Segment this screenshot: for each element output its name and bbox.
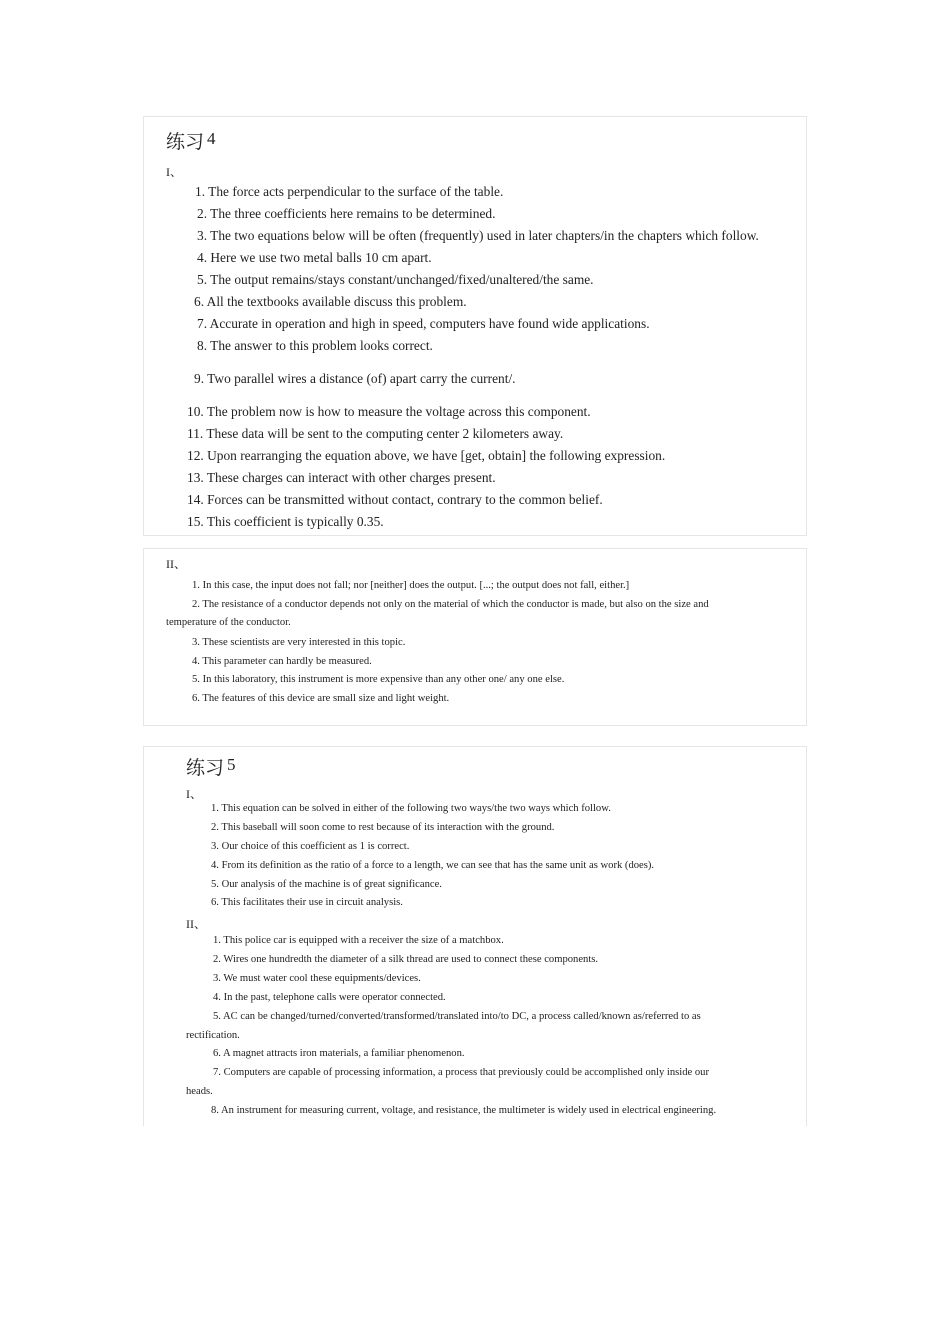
sentence: 5. In this laboratory, this instrument is more expensive than any other one/ any one else. xyxy=(192,674,565,685)
sentence: 3. We must water cool these equipments/devices. xyxy=(213,973,421,984)
sentence: 2. The three coefficients here remains to be determined. xyxy=(197,206,496,221)
sentence: 6. This facilitates their use in circuit analysis. xyxy=(211,897,403,908)
sentence: 7. Computers are capable of processing information, a process that previously could be accomplished only inside our xyxy=(213,1067,710,1078)
sentence: 3. The two equations below will be often (frequently) used in later chapters/in the chapters which follow. xyxy=(197,228,759,243)
sentence-continuation: temperature of the conductor. xyxy=(166,617,291,628)
sentence: 1. The force acts perpendicular to the surface of the table. xyxy=(195,184,504,199)
sentence-continuation: rectification. xyxy=(186,1030,240,1041)
sentence: 4. This parameter can hardly be measured. xyxy=(192,656,372,667)
sentence: 5. AC can be changed/turned/converted/transformed/translated into/to DC, a process called/known as/referred to as xyxy=(213,1011,701,1022)
heading-text: 练习 xyxy=(186,758,225,779)
sentence: 3. Our choice of this coefficient as 1 is correct. xyxy=(211,841,410,852)
sentence: 4. In the past, telephone calls were operator connected. xyxy=(213,992,446,1003)
section-label: II、 xyxy=(186,917,206,931)
heading-number: 5 xyxy=(227,755,236,774)
sentence: 5. Our analysis of the machine is of great significance. xyxy=(211,879,442,890)
sentence: 2. Wires one hundredth the diameter of a silk thread are used to connect these components. xyxy=(213,954,599,965)
sentence: 6. The features of this device are small size and light weight. xyxy=(192,693,450,704)
sentence: 9. Two parallel wires a distance (of) apart carry the current/. xyxy=(194,371,516,386)
sentence-continuation: heads. xyxy=(186,1086,213,1097)
exercise-4-part-1-panel xyxy=(143,116,807,536)
sentence: 4. From its definition as the ratio of a force to a length, we can see that has the same unit as work (does). xyxy=(211,860,655,871)
exercise-5-heading xyxy=(186,753,236,780)
sentence: 7. Accurate in operation and high in speed, computers have found wide applications. xyxy=(197,316,650,331)
sentence: 2. This baseball will soon come to rest because of its interaction with the ground. xyxy=(211,822,555,833)
heading-text: 练习 xyxy=(166,132,205,153)
sentence: 8. An instrument for measuring current, voltage, and resistance, the multimeter is widely used in electrical engineering. xyxy=(211,1105,717,1116)
sentence: 6. All the textbooks available discuss this problem. xyxy=(194,294,467,309)
sentence: 13. These charges can interact with other charges present. xyxy=(187,470,496,485)
exercise-4-part-2-panel xyxy=(143,548,807,726)
sentence: 1. This equation can be solved in either of the following two ways/the two ways which follow. xyxy=(211,803,611,814)
section-label: I、 xyxy=(186,787,202,801)
sentence: 4. Here we use two metal balls 10 cm apart. xyxy=(197,250,432,265)
heading-number: 4 xyxy=(207,129,216,148)
section-label: II、 xyxy=(166,557,186,571)
sentence: 1. In this case, the input does not fall; nor [neither] does the output. [...; the output does not fall, either.] xyxy=(192,580,630,591)
section-label: I、 xyxy=(166,165,182,179)
sentence: 3. These scientists are very interested in this topic. xyxy=(192,637,406,648)
sentence: 1. This police car is equipped with a receiver the size of a matchbox. xyxy=(213,935,504,946)
sentence: 6. A magnet attracts iron materials, a familiar phenomenon. xyxy=(213,1048,465,1059)
sentence: 2. The resistance of a conductor depends not only on the material of which the conductor is made, but also on the size and xyxy=(192,599,709,610)
sentence: 12. Upon rearranging the equation above, we have [get, obtain] the following expression. xyxy=(187,448,666,463)
sentence: 8. The answer to this problem looks correct. xyxy=(197,338,433,353)
exercise-5-panel xyxy=(143,746,807,1126)
sentence: 10. The problem now is how to measure the voltage across this component. xyxy=(187,404,591,419)
exercise-4-heading xyxy=(166,127,216,154)
sentence: 11. These data will be sent to the computing center 2 kilometers away. xyxy=(187,426,564,441)
sentence: 5. The output remains/stays constant/unchanged/fixed/unaltered/the same. xyxy=(197,272,594,287)
sentence: 15. This coefficient is typically 0.35. xyxy=(187,514,384,529)
sentence: 14. Forces can be transmitted without contact, contrary to the common belief. xyxy=(187,492,603,507)
